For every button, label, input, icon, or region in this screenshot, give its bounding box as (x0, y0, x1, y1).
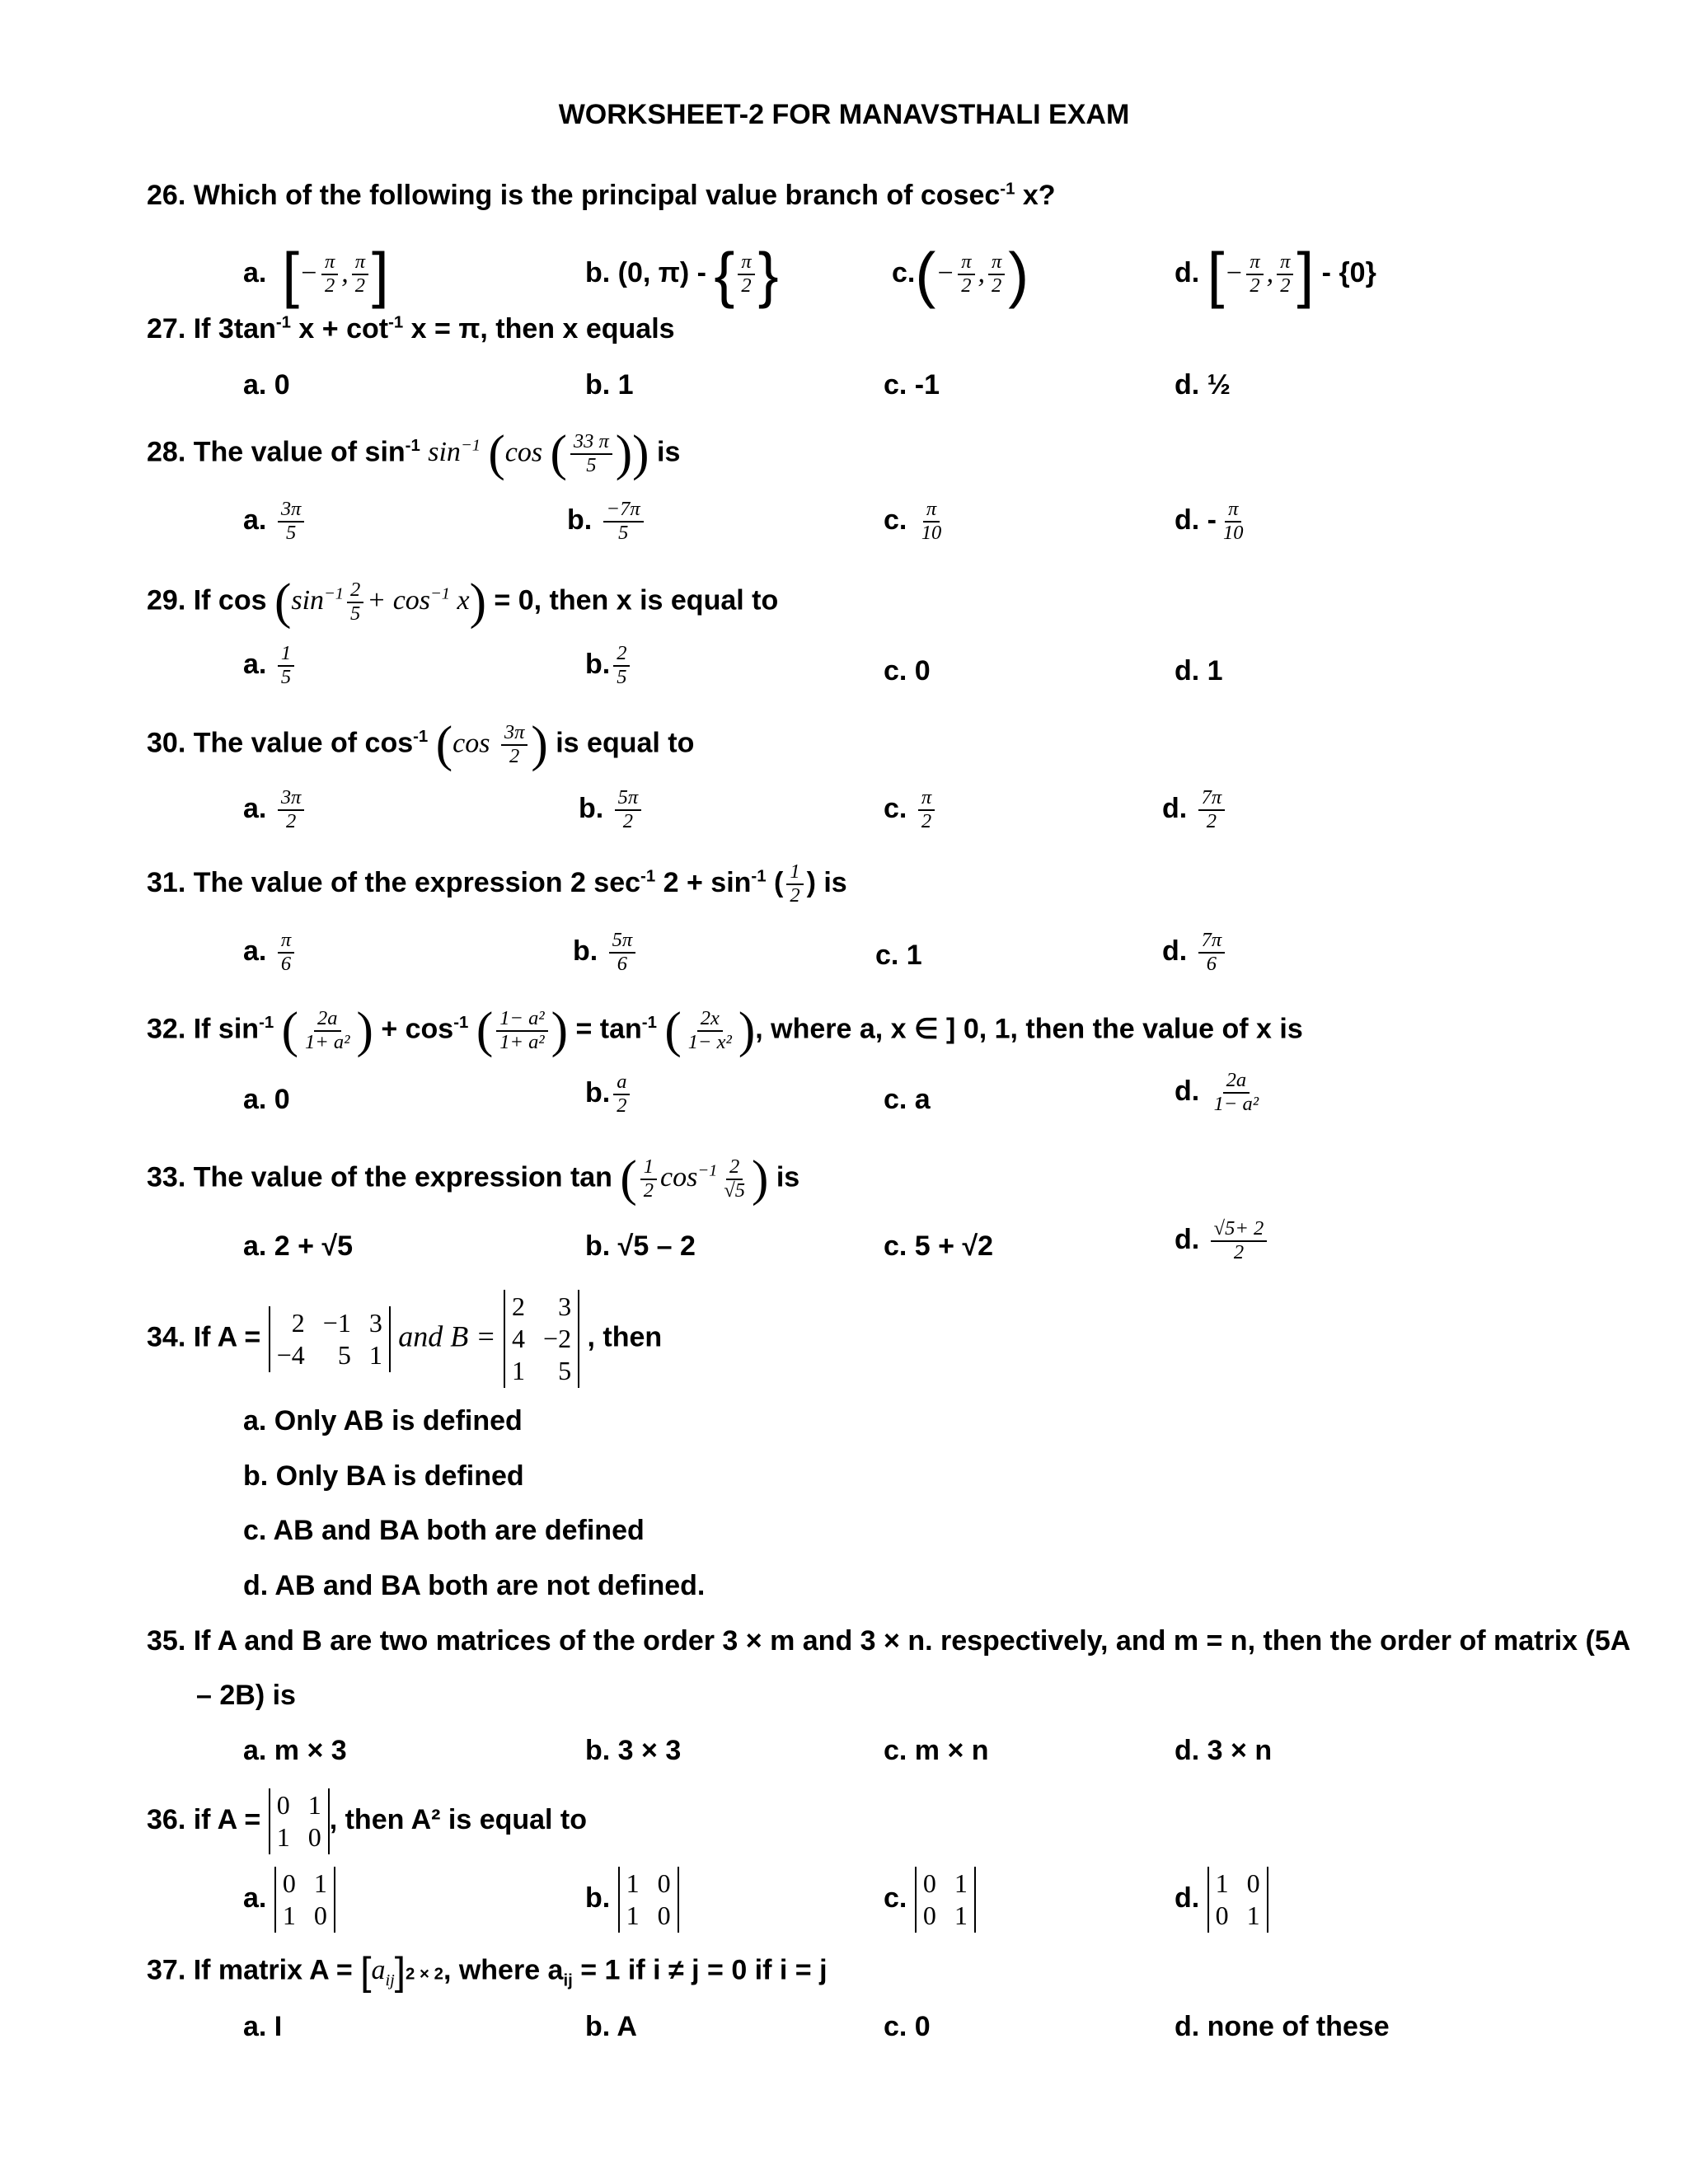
question-33: 33. The value of the expression tan ( $\frac{1}{2}$ $\cos^{-1}$ $\frac{2}{√5}$ ) is (147, 1151, 800, 1207)
q28-option-b: b. $\frac{-7\pi}{5}$ (567, 499, 647, 545)
q34-option-b: b. Only BA is defined (243, 1460, 524, 1492)
q37-option-d: d. none of these (1175, 2011, 1390, 2042)
q36-option-b: b. 1 0 1 0 (585, 1867, 679, 1933)
q37-option-c: c. 0 (884, 2011, 931, 2042)
q30-option-c: c. $\frac{\pi}{2}$ (884, 787, 938, 833)
q27-option-d: d. ½ (1175, 369, 1231, 401)
question-27: 27. If $3\tan^{-1}$ $x + \cot^{-1} x = \pi$, then x equals (147, 313, 675, 344)
q27-option-c: c. -1 (884, 369, 940, 401)
q33-option-c: c. 5 + √2 (884, 1230, 994, 1262)
q31-option-b: b. $\frac{5\pi}{6}$ (573, 930, 639, 976)
q30-option-a: a. $\frac{3\pi}{2}$ (243, 787, 307, 833)
q37-option-a: a. I (243, 2011, 283, 2042)
q32-option-a: a. 0 (243, 1084, 290, 1115)
question-35-line1: 35. If A and B are two matrices of the order 3 × m and 3 × n. respectively, and m = n, then the order of matrix (5A (147, 1625, 1631, 1657)
question-28: 28. The value of $\sin^{-1} \sin^{-1} (\cos$ ( $\frac{33 \pi}{5}$ )) is (147, 425, 681, 481)
q32-option-c: c. a (884, 1084, 931, 1115)
q35-option-c: c. m × n (884, 1735, 989, 1766)
q27-option-b: b. 1 (585, 369, 634, 401)
q28-option-d: d. - $\frac{\pi}{10}$ (1175, 498, 1244, 544)
question-35-line2: – 2B) is (196, 1680, 296, 1711)
q33-option-d: d. $\frac{√5+ 2}{2}$ (1175, 1218, 1270, 1264)
q34-option-d: d. AB and BA both are not defined. (243, 1570, 706, 1601)
q30-option-b: b. $\frac{5\pi}{2}$ (579, 787, 645, 833)
q33-option-a: a. 2 + √5 (243, 1230, 354, 1262)
question-29: 29. If $\cos (\sin^{-1}$ $\frac{2}{5}$ + $\cos^{-1} x) = 0$, then x is equal to (147, 574, 779, 630)
question-30: 30. The value of $\cos^{-1} (\cos$ $\frac{3\pi}{2}$ ) is equal to (147, 716, 695, 772)
page-title: WORKSHEET-2 FOR MANAVSTHALI EXAM (558, 99, 1130, 130)
q30-option-d: d. $\frac{7\pi}{2}$ (1162, 787, 1228, 833)
q31-option-c: c. 1 (875, 940, 922, 971)
q34-option-c: c. AB and BA both are defined (243, 1515, 645, 1546)
question-32: 32. If $\sin^{-1}$ ( $\frac{2a}{\text{1+ a²}}$ ) + $\cos^{-1}$ ( $\frac{\text{1− a²}}{\text{1+ a²}}$ ) = $\tan^{-1}$ ( $\frac{2x}{\text{1− x²}}$ ), where a, x ∈ ] 0, 1, then the value of x is (147, 1002, 1303, 1058)
q31-option-a: a. $\frac{\pi}{6}$ (243, 930, 298, 976)
q29-option-a: a. $\frac{1}{5}$ (243, 643, 298, 689)
q36-option-a: a. 0 1 1 0 (243, 1867, 335, 1933)
q35-option-d: d. 3 × n (1175, 1735, 1273, 1766)
q27-option-a: a. 0 (243, 369, 290, 401)
q33-option-b: b. √5 – 2 (585, 1230, 696, 1262)
q29-option-c: c. 0 (884, 655, 931, 687)
matrix-b: 2 3 4 −2 1 5 (504, 1290, 579, 1388)
matrix-a-36: 0 1 1 0 (269, 1788, 330, 1854)
q26-option-a: a. [− $\frac{\pi}{2}$ , $\frac{\pi}{2}$ ] (243, 240, 389, 309)
q28-option-c: c. $\frac{\pi}{10}$ (884, 498, 942, 544)
q26-option-c: c.(− $\frac{\pi}{2}$ , $\frac{\pi}{2}$ ) (892, 240, 1029, 309)
q36-option-c: c. 0 1 0 1 (884, 1867, 976, 1933)
question-37: 37. If matrix $A = [a_{ij}]2 \times 2$, where $a_{ij} = 1$ if i ≠ j = 0 if i = j (147, 1950, 828, 1994)
q29-option-b: b. $\frac{2}{5}$ (585, 643, 633, 689)
q36-option-d: d. 1 0 0 1 (1175, 1867, 1268, 1933)
q32-option-d: d. $\frac{2a}{\text{1− a²}}$ (1175, 1069, 1259, 1115)
q32-option-b: b. $\frac{a}{2}$ (585, 1071, 633, 1118)
q35-option-a: a. m × 3 (243, 1735, 347, 1766)
q29-option-d: d. 1 (1175, 655, 1223, 687)
question-26: 26. Which of the following is the principal value branch of cosec$^{-1}$ x? (147, 180, 1056, 211)
question-34: 34. If A = 2 −1 3 −4 5 1 and B = 2 3 4 −2 1 5 , then (147, 1290, 662, 1388)
q26-option-b: b. (0, π) - { $\frac{\pi}{2}$ } (585, 240, 779, 309)
q37-option-b: b. A (585, 2011, 637, 2042)
q28-option-a: a. $\frac{3\pi}{5}$ (243, 499, 307, 545)
q34-option-a: a. Only AB is defined (243, 1405, 523, 1436)
q35-option-b: b. 3 × 3 (585, 1735, 682, 1766)
question-36: 36. if A = 0 1 1 0 , then A² is equal to (147, 1788, 587, 1854)
question-31: 31. The value of the expression 2 $\sec^{-1} 2 + \sin^{-1}$ ( $\frac{1}{2}$ ) is (147, 860, 847, 907)
q26-option-d: d. [− $\frac{\pi}{2}$ , $\frac{\pi}{2}$ ] - {0} (1175, 240, 1376, 309)
q31-option-d: d. $\frac{7\pi}{6}$ (1162, 930, 1228, 976)
matrix-a: 2 −1 3 −4 5 1 (269, 1306, 391, 1372)
